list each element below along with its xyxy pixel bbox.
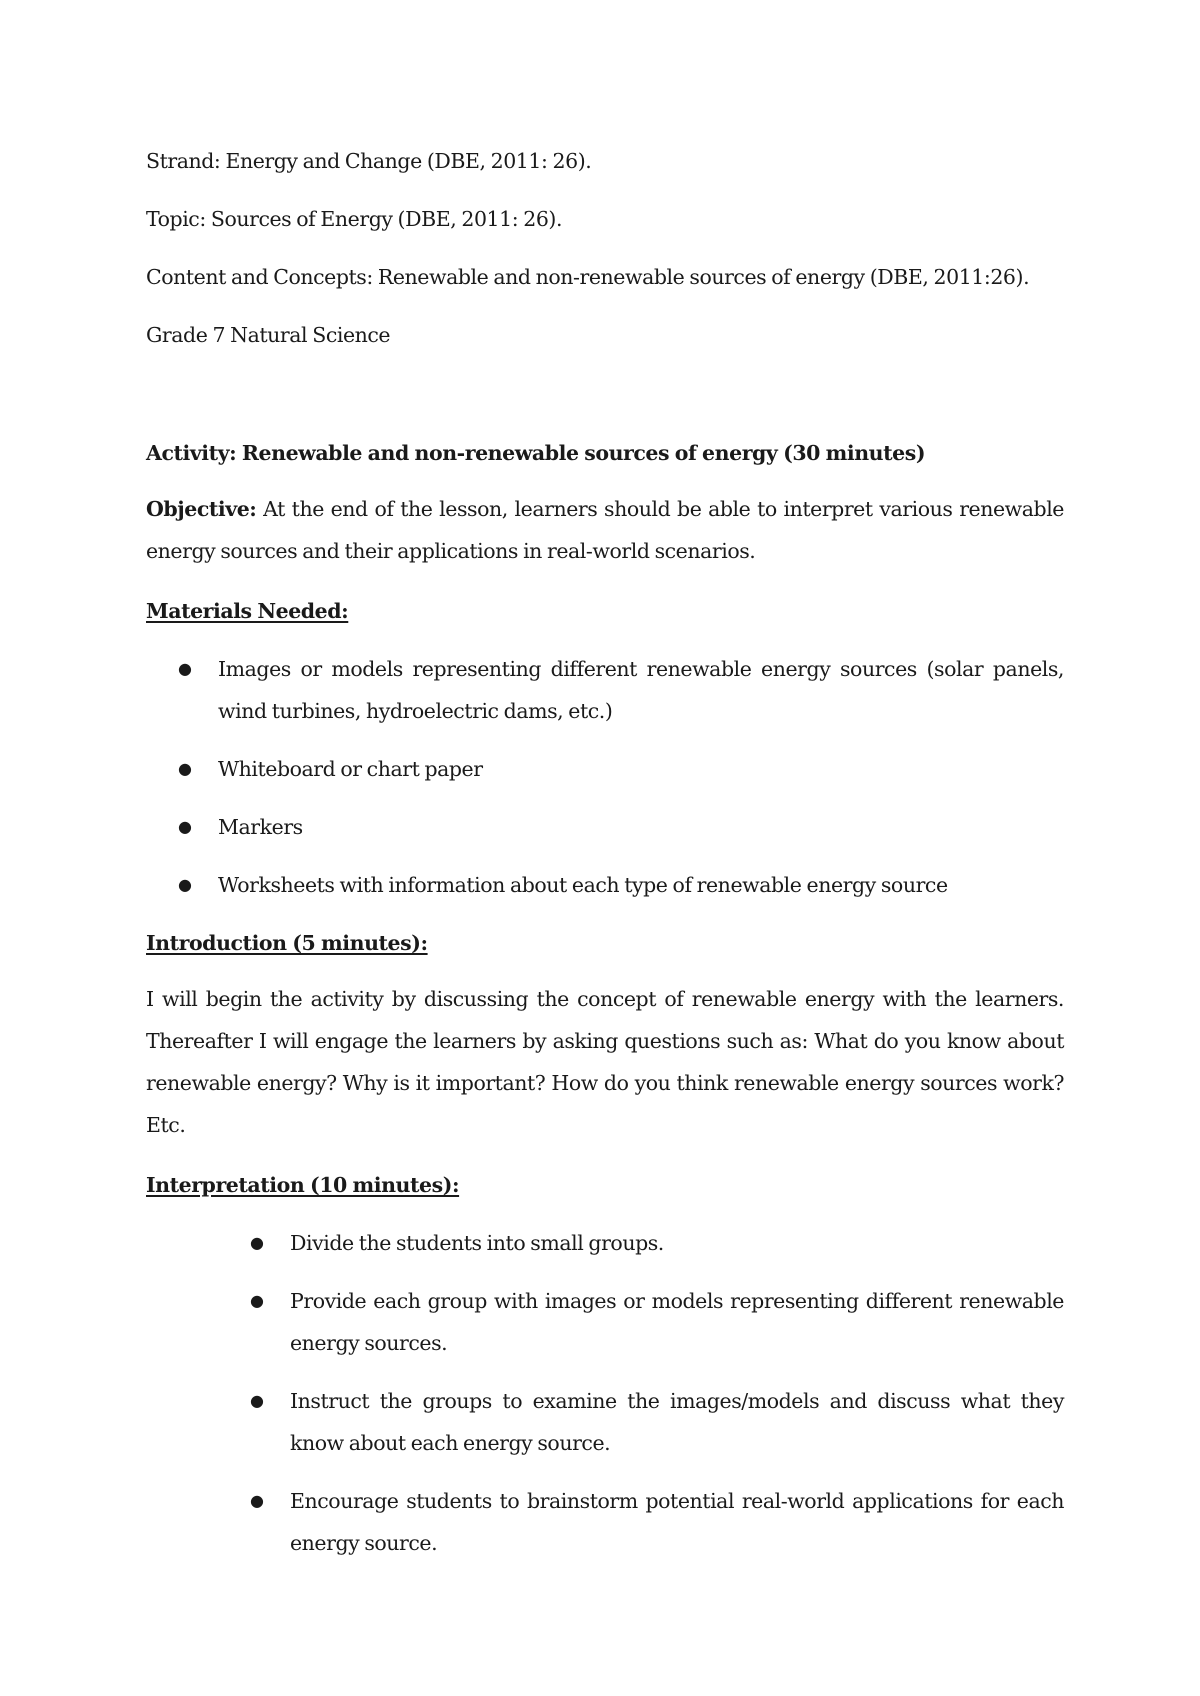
bullet-icon: ● bbox=[178, 875, 192, 894]
activity-title: Activity: Renewable and non-renewable sources of energy (30 minutes) bbox=[146, 441, 926, 465]
materials-list bbox=[178, 648, 1064, 922]
bullet-icon: ● bbox=[250, 1291, 264, 1310]
list-item: ● Instruct the groups to examine the images/models and discuss what they know about each energy source. bbox=[290, 1380, 1064, 1464]
interpretation-heading: Interpretation (10 minutes): bbox=[146, 1173, 460, 1197]
objective-text: At the end of the lesson, learners should be able to interpret various renewable energy sources and their applications in real-world scenarios. bbox=[146, 497, 1064, 563]
objective-paragraph bbox=[146, 488, 1064, 572]
list-item: ● Divide the students into small groups. bbox=[290, 1222, 1064, 1264]
bullet-icon: ● bbox=[250, 1391, 264, 1410]
bullet-icon: ● bbox=[178, 659, 192, 678]
list-item: ● Markers bbox=[218, 806, 1064, 848]
bullet-icon: ● bbox=[250, 1233, 264, 1252]
bullet-icon: ● bbox=[178, 817, 192, 836]
content-concepts-line: Content and Concepts: Renewable and non-renewable sources of energy (DBE, 2011:26). bbox=[146, 265, 1030, 289]
materials-heading: Materials Needed: bbox=[146, 599, 349, 623]
bullet-icon: ● bbox=[178, 759, 192, 778]
list-item: ● Whiteboard or chart paper bbox=[218, 748, 1064, 790]
list-item: ● Worksheets with information about each type of renewable energy source bbox=[218, 864, 1064, 906]
bullet-icon: ● bbox=[250, 1491, 264, 1510]
topic-line: Topic: Sources of Energy (DBE, 2011: 26). bbox=[146, 207, 563, 231]
list-item: ● Provide each group with images or models representing different renewable energy sources. bbox=[290, 1280, 1064, 1364]
strand-line: Strand: Energy and Change (DBE, 2011: 26). bbox=[146, 149, 592, 173]
objective-label: Objective: bbox=[146, 497, 257, 521]
grade-line: Grade 7 Natural Science bbox=[146, 323, 391, 347]
list-item: ● Encourage students to brainstorm potential real-world applications for each energy source. bbox=[290, 1480, 1064, 1564]
introduction-paragraph: I will begin the activity by discussing the concept of renewable energy with the learners. Thereafter I will engage the learners by asking questions such as: What do you know about renewable energy? Why is it important? How do you think renewable energy sources work? Etc. bbox=[146, 987, 1064, 1137]
interpretation-list bbox=[250, 1222, 1064, 1580]
introduction-heading: Introduction (5 minutes): bbox=[146, 931, 428, 955]
list-item: ● Images or models representing different renewable energy sources (solar panels, wind turbines, hydroelectric dams, etc.) bbox=[218, 648, 1064, 732]
